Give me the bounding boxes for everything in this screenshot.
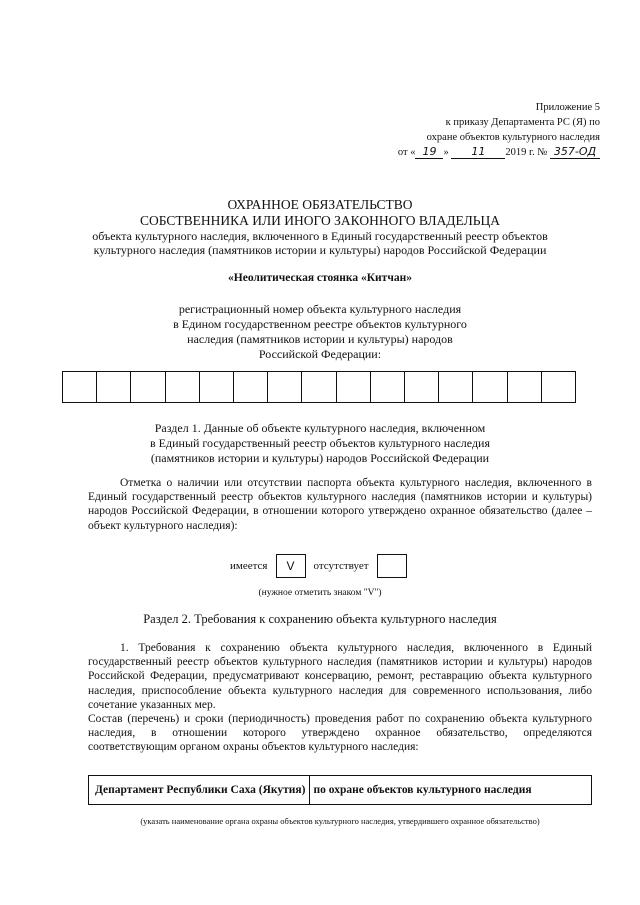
reg-cell — [439, 372, 473, 402]
reg-cell — [131, 372, 165, 402]
object-name: «Неолитическая стоянка «Китчан» — [228, 272, 412, 284]
appendix-line-2: к приказу Департамента РС (Я) по — [445, 117, 600, 128]
section-1-heading — [40, 421, 600, 466]
regnum-line-3: наследия (памятников истории и культуры) народов — [187, 332, 453, 346]
date-prefix: от « — [397, 147, 416, 158]
appendix-line-3: охране объектов культурного наследия — [426, 132, 600, 143]
requirements-item-1: 1. Требования к сохранению объекта культурного наследия, включенного в Единый государственный реестр объектов культурного наследия (памятников истории и культуры) народов Российской Федерации, предусматривают консервацию, ремонт, реставрацию объекта культурного наследия, приспособление объекта культурного наследия для современного использования, либо сочетание указанных мер. — [88, 642, 592, 711]
passport-availability — [230, 554, 415, 578]
passport-paragraph — [88, 476, 592, 533]
authority-right-part: по охране объектов культурного наследия — [313, 784, 532, 796]
reg-cell — [508, 372, 542, 402]
reg-cell — [97, 372, 131, 402]
authority-box — [88, 775, 592, 805]
title-line-2: СОБСТВЕННИКА ИЛИ ИНОГО ЗАКОННОГО ВЛАДЕЛЬЦА — [139, 213, 500, 228]
reg-cell — [337, 372, 371, 402]
no-passport-label: отсутствует — [313, 560, 369, 572]
date-month: 11 — [451, 146, 505, 159]
reg-cell — [542, 372, 575, 402]
requirements-item-2: Состав (перечень) и сроки (периодичность) проведения работ по сохранению объекта культурного наследия, в отношении которого утверждено охранное обязательство, определяются соответствующим органом охраны объектов культурного наследия: — [88, 713, 592, 754]
regnum-line-2: в Едином государственном реестре объектов культурного — [173, 317, 467, 331]
appendix-line-1: Приложение 5 — [535, 102, 600, 113]
reg-cell — [268, 372, 302, 402]
has-passport-label: имеется — [230, 560, 268, 572]
reg-cell — [166, 372, 200, 402]
reg-cell — [473, 372, 507, 402]
regnum-line-1: регистрационный номер объекта культурного наследия — [178, 302, 462, 316]
document-title — [40, 197, 600, 229]
reg-cell — [405, 372, 439, 402]
section-2-heading: Раздел 2. Требования к сохранению объекта культурного наследия — [143, 612, 497, 626]
date-mid: » — [443, 147, 449, 158]
passport-paragraph-text: Отметка о наличии или отсутствии паспорта объекта культурного наследия, включенного в Единый государственный реестр объектов культурного наследия (памятников истории и культуры) народов Российской Федерации, в отношении которого утверждено охранное обязательство (далее – объект культурного наследия): — [88, 477, 592, 532]
authority-left-part: Департамент Республики Саха (Якутия) — [89, 776, 310, 804]
title-line-1: ОХРАННОЕ ОБЯЗАТЕЛЬСТВО — [227, 197, 413, 212]
appendix-header — [360, 100, 600, 160]
order-number: 357-ОД — [550, 146, 600, 159]
document-subtitle — [40, 229, 600, 257]
has-passport-checkbox[interactable]: V — [276, 554, 306, 578]
section-1-line-3: (памятников истории и культуры) народов Российской Федерации — [150, 451, 490, 465]
reg-cell — [371, 372, 405, 402]
date-day: 19 — [415, 146, 443, 159]
reg-cell — [302, 372, 336, 402]
reg-cell — [200, 372, 234, 402]
subtitle-line-2: культурного наследия (памятников истории и культуры) народов Российской Федерации — [93, 243, 547, 257]
reg-cell — [63, 372, 97, 402]
regnum-line-4: Российской Федерации: — [258, 347, 382, 361]
subtitle-line-1: объекта культурного наследия, включенного в Единый государственный реестр объектов — [92, 229, 548, 243]
reg-cell — [234, 372, 268, 402]
date-year: 2019 г. № — [505, 147, 548, 158]
section-1-line-1: Раздел 1. Данные об объекте культурного наследия, включенном — [154, 421, 486, 435]
section-1-line-2: в Единый государственный реестр объектов культурного наследия — [150, 436, 490, 450]
registration-number-caption — [40, 302, 600, 362]
registration-number-cells — [62, 371, 576, 403]
availability-note: (нужное отметить знаком "V") — [258, 588, 382, 598]
appendix-date-line — [360, 145, 600, 160]
authority-note: (указать наименование органа охраны объектов культурного наследия, утвердившего охранное обязательство) — [140, 816, 540, 826]
requirements-paragraph — [88, 641, 592, 755]
no-passport-checkbox[interactable] — [377, 554, 407, 578]
